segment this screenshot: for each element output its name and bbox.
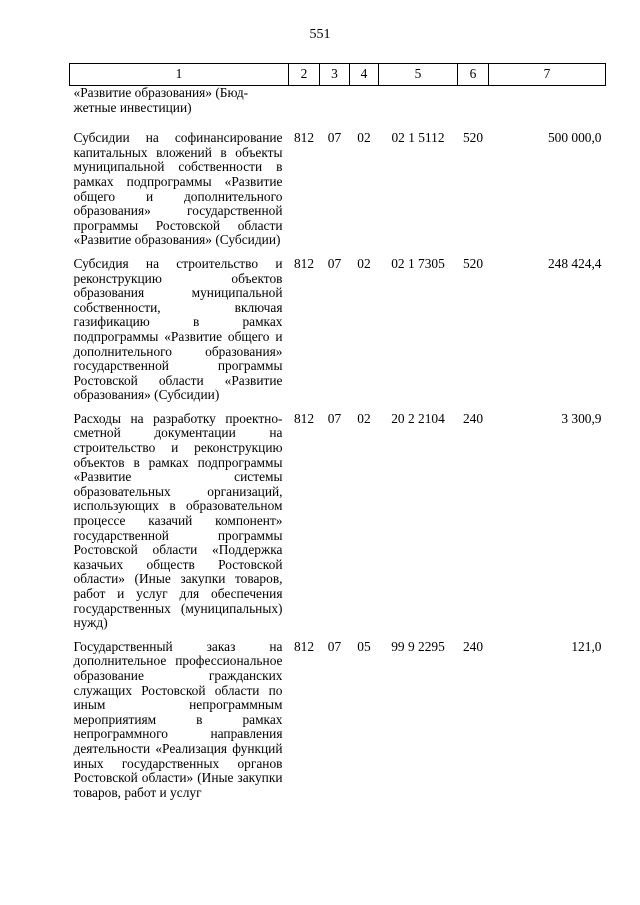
row-expense-type: 520 [462,255,484,271]
row-expense-type: 240 [462,638,484,654]
row-expense-type: 240 [462,410,484,426]
row-description: Государственный заказ на дополнительное профессиональное образование гражданских служащих Ростовской области по иным непрограммным мероприятиям в рамках непрограммного направления деятельности «Реализация функций иных государственных органов Ростовской области» (Иные закупки товаров, работ и услуг [73,638,283,800]
column-header-4: 4 [350,64,379,86]
row-section: 07 [327,255,342,271]
row-amount: 248 424,4 [547,255,602,271]
header-row [70,64,606,86]
column-header-3: 3 [320,64,350,86]
row-description: Субсидия на строительство и реконструкцию объектов образования муниципальной собственности, включая газификацию в рамках подпрограммы «Развитие общего и дополнительного образования» государственной программы Ростовской области «Развитие образования» (Субсидии) [73,255,283,403]
table-row [70,412,606,640]
row-amount: 500 000,0 [547,130,602,146]
row-section: 07 [327,130,342,146]
row-ministry-code: 812 [293,255,315,271]
row-section: 07 [327,638,342,654]
column-header-1: 1 [70,64,289,86]
column-header-2: 2 [289,64,320,86]
budget-table [69,63,606,809]
row-section: 07 [327,410,342,426]
continuation-text: «Развитие образования» (Бюд- жетные инвестиции) [73,85,249,115]
row-ministry-code: 812 [293,130,315,146]
column-header-6: 6 [458,64,489,86]
column-header-5: 5 [379,64,458,86]
row-ministry-code: 812 [293,410,315,426]
table-header [70,64,606,86]
continuation-row [70,86,606,132]
row-description: Расходы на разработку проектно-сметной документации на строительство и реконструкцию объектов в рамках подпрограммы «Развитие системы образовательных организаций, использующих в образовательном процессе казачий компонент» государственной программы Ростовской области «Поддержка казачьих обществ Ростовской области» (Иные закупки товаров, работ и услуг для обеспечения государственных (муниципальных) нужд) [73,410,283,631]
table-row [70,131,606,257]
row-subsection: 05 [357,638,371,654]
row-subsection: 02 [357,255,371,271]
table-row [70,640,606,810]
row-subsection: 02 [357,410,371,426]
table-body [70,86,606,810]
row-target-code: 02 1 5112 [391,130,445,146]
row-expense-type: 520 [462,130,484,146]
row-target-code: 02 1 7305 [391,255,445,271]
row-subsection: 02 [357,130,371,146]
row-amount: 3 300,9 [561,410,602,426]
page-number: 551 [309,27,331,42]
row-amount: 121,0 [571,638,602,654]
row-ministry-code: 812 [293,638,315,654]
table-row [70,257,606,412]
column-header-7: 7 [489,64,606,86]
row-description: Субсидии на софинансирование капитальных вложений в объекты муниципальной собственности в рамках подпрограммы «Развитие общего и дополнительного образования» государственной программы Ростовской области «Развитие образования» (Субсидии) [73,130,283,248]
row-target-code: 99 9 2295 [391,638,445,654]
row-target-code: 20 2 2104 [391,410,445,426]
